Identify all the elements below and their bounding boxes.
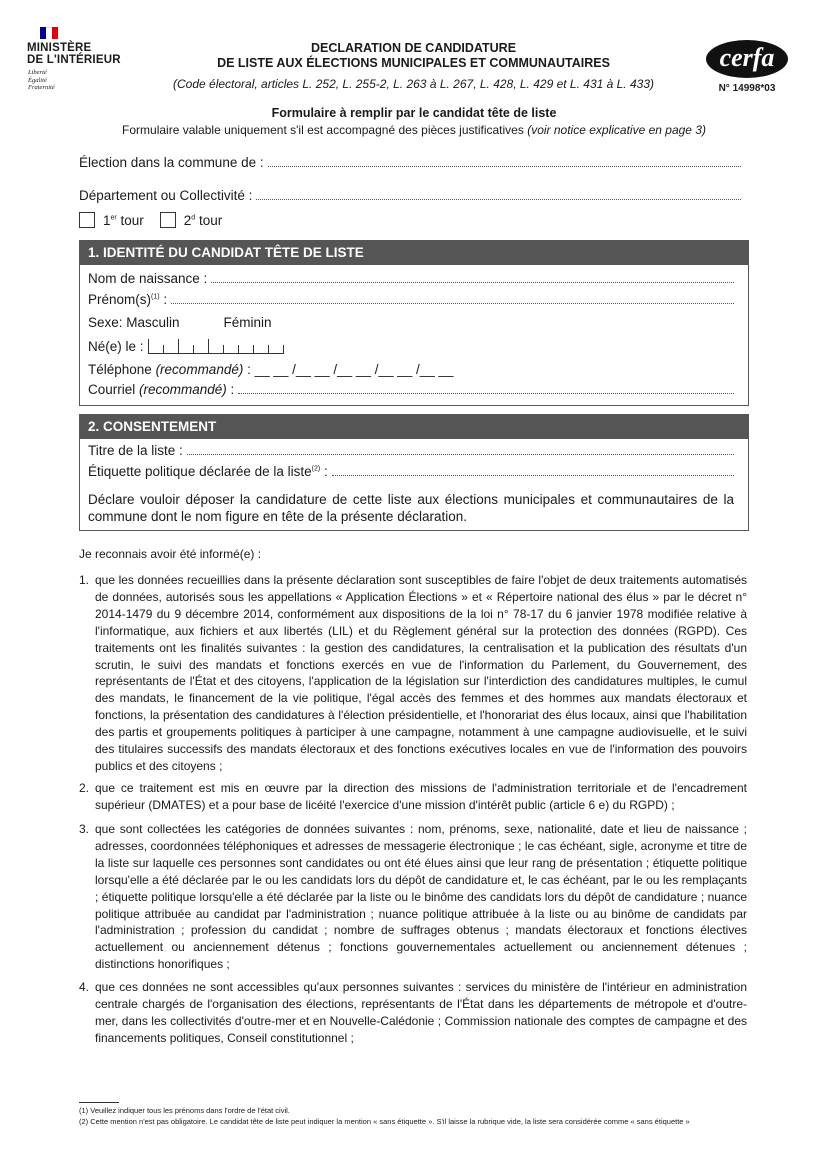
tour1-label: 1er tour <box>103 213 144 228</box>
list-item: 2. que ce traitement est mis en œuvre par la direction des missions de l'administration territoriale et de l'encadrement supérieur (DMATES) et a pour base de licéité l'exercice d'une mission d'intérêt public (article 6 e) du RGPD) ; <box>79 781 747 812</box>
footnote-divider <box>79 1102 119 1103</box>
tour-selector <box>79 212 222 228</box>
nom-input[interactable] <box>211 281 734 283</box>
ministry-name: MINISTÈRE DE L'INTÉRIEUR <box>27 42 121 66</box>
sexe-masculin-option[interactable]: Sexe: Masculin <box>88 315 180 330</box>
form-title-line1: DECLARATION DE CANDIDATURE <box>310 41 517 55</box>
courriel-field[interactable]: Courriel (recommandé) : <box>88 382 734 397</box>
list-item: 3. que sont collectées les catégories de données suivantes : nom, prénoms, sexe, nationalité, date et lieu de naissance ; adresses, coordonnées téléphoniques et adresses de messagerie électronique ; le cas échéant, sigle, acronyme et titre de la liste sur laquelle ces personnes sont candidates ou ont été élues ainsi que leur rang de présentation ; étiquette politique lorsqu'elle a été déclarée par le ou les candidats lors du dépôt de candidature et, le cas échéant, par le ou les remplaçants ; étiquette politique lorsqu'elle a été déclarée par la liste ou le binôme des candidats lors du dépôt de candidature ; nuance politique attribuée au candidat par l'administration ; nuance politique attribuée à la liste ou au binôme de candidats par l'administration ; profession du candidat ; nombre de suffrages obtenus ; mandats électoraux et fonctions électives actuellement ou anciennement détenus ; fonctions gouvernementales actuellement ou anciennement détenues ; distinctions honorifiques ; <box>79 822 747 972</box>
nom-field[interactable]: Nom de naissance : <box>88 271 734 286</box>
departement-field[interactable]: Département ou Collectivité : <box>79 188 741 203</box>
commune-input[interactable] <box>268 165 741 167</box>
section-consent-heading: 2. CONSENTEMENT <box>80 415 748 439</box>
etiquette-field[interactable]: Étiquette politique déclarée de la liste$^{(2)}$ : <box>88 464 734 479</box>
cerfa-number: N° 14998*03 <box>718 83 776 94</box>
telephone-input: : __ __ /__ __ /__ __ /__ __ /__ __ <box>243 362 454 377</box>
form-title-line2: DE LISTE AUX ÉLECTIONS MUNICIPALES ET COMMUNAUTAIRES <box>217 56 610 70</box>
legal-reference: (Code électoral, articles L. 252, L. 255-2, L. 263 à L. 267, L. 428, L. 429 et L. 431 à L. 433) <box>173 77 654 91</box>
titre-liste-input[interactable] <box>187 453 734 455</box>
sexe-feminin-option[interactable]: Féminin <box>223 315 272 330</box>
titre-liste-field[interactable]: Titre de la liste : <box>88 443 734 458</box>
section-identity-heading: 1. IDENTITÉ DU CANDIDAT TÊTE DE LISTE <box>80 241 748 265</box>
section-identity <box>79 240 749 406</box>
informed-intro: Je reconnais avoir été informé(e) : <box>79 547 262 561</box>
form-subtitle: Formulaire à remplir par le candidat tête de liste <box>271 106 557 120</box>
tour1-checkbox[interactable] <box>79 212 95 228</box>
departement-input[interactable] <box>256 198 741 200</box>
cerfa-logo: cerfa <box>706 40 788 78</box>
telephone-field[interactable]: Téléphone (recommandé) : __ __ /__ __ /__ __ /__ __ /__ __ <box>88 362 454 377</box>
commune-field[interactable]: Élection dans la commune de : <box>79 155 741 170</box>
republic-motto: Liberté Égalité Fraternité <box>28 69 55 91</box>
consent-declaration: Déclare vouloir déposer la candidature de cette liste aux élections municipales et communautaires de la commune dont le nom figure en tête de la présente déclaration. <box>88 492 734 524</box>
prenom-input[interactable] <box>171 302 734 304</box>
birthdate-input[interactable] <box>148 340 284 354</box>
birthdate-field[interactable]: Né(e) le : <box>88 339 734 354</box>
sexe-field <box>88 315 734 330</box>
tour2-label: 2$^d$ tour <box>183 213 223 228</box>
form-validity-note: Formulaire valable uniquement s'il est accompagné des pièces justificatives (voir notice explicative en page 3) <box>122 123 706 137</box>
footnote-2: (2) Cette mention n'est pas obligatoire. Le candidat tête de liste peut indiquer la mention « sans étiquette ». S'il laisse la rubrique vide, la liste sera considérée comme « sans étiquette » <box>79 1117 690 1126</box>
footnote-1: (1) Veuillez indiquer tous les prénoms dans l'ordre de l'état civil. <box>79 1106 290 1115</box>
prenom-field[interactable]: $Prénom(s)^{(1)}$ : <box>88 292 734 307</box>
etiquette-input[interactable] <box>332 474 734 476</box>
courriel-input[interactable] <box>238 392 734 394</box>
tour2-checkbox[interactable] <box>160 212 176 228</box>
section-consent <box>79 414 749 531</box>
list-item: 1. que les données recueillies dans la présente déclaration sont susceptibles de faire l'objet de deux traitements automatisés de données, autorisés sous les appellations « Application Élections » et « Répertoire national des élus » par le décret n° 2014-1479 du 9 décembre 2014, conformément aux dispositions de la loi n° 78-17 du 6 janvier 1978 modifiée relative à l'informatique, aux fichiers et aux libertés (LIL) et du Règlement général sur la protection des données (RGPD). Ces traitements ont les finalités suivantes : la gestion des candidatures, la centralisation et la publication des résultats d'un scrutin, le suivi des mandats et fonctions exercés en vue de l'information du Parlement, du Gouvernement, des représentants de l'État et des citoyens, l'application de la législation sur l'interdiction des candidatures multiples, le cumul des mandats, le financement de la vie politique, l'égal accès des femmes et des hommes aux mandats électoraux et fonctions, la présentation des candidatures à l'élection présidentielle, et l'honorariat des élus locaux, ainsi que l'habilitation des partis et groupements politiques à participer à une campagne, notamment à une campagne audiovisuelle, et le suivi des titulaires successifs des mandats électoraux et des fonctions exécutives locales en vue de l'information des pouvoirs publics et des citoyens ; <box>79 573 747 773</box>
marianne-logo-icon <box>40 27 58 39</box>
list-item: 4. que ces données ne sont accessibles qu'aux personnes suivantes : services du ministère de l'intérieur en administration centrale chargés de l'organisation des élections, représentants de l'État dans les départements de métropole et d'outre-mer, dans les collectivités d'outre-mer et en Nouvelle-Calédonie ; Commission nationale des comptes de campagne et des financements politiques, Conseil constitutionnel ; <box>79 980 747 1045</box>
